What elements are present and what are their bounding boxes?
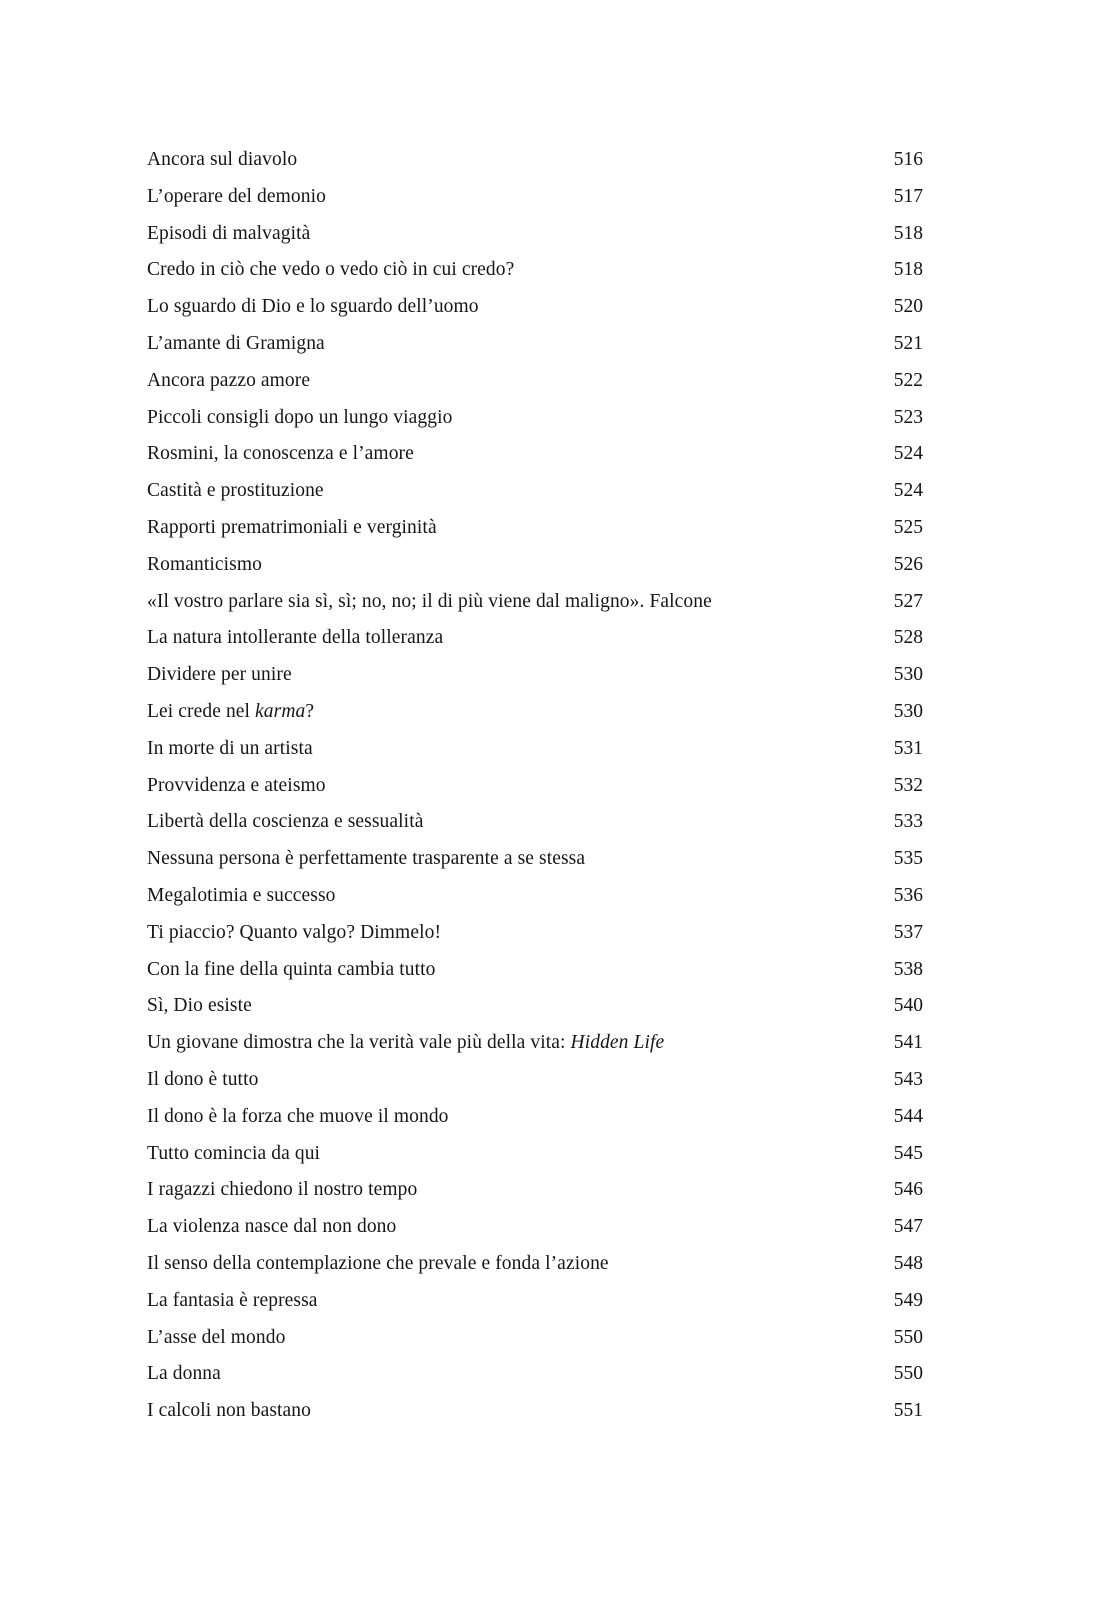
- toc-entry-page-number: 536: [893, 884, 923, 906]
- toc-entry-page-number: 525: [893, 516, 923, 538]
- toc-entry-title: Rapporti prematrimoniali e verginità: [147, 516, 437, 538]
- toc-entry-title: Piccoli consigli dopo un lungo viaggio: [147, 406, 453, 428]
- toc-entry[interactable]: [147, 1246, 923, 1283]
- toc-entry[interactable]: [147, 804, 923, 841]
- toc-entry[interactable]: [147, 657, 923, 694]
- toc-entry-page-number: 533: [893, 811, 923, 833]
- toc-entry-page-number: 541: [893, 1032, 923, 1054]
- toc-entry-title: Sì, Dio esiste: [147, 995, 252, 1017]
- toc-entry[interactable]: [147, 436, 923, 473]
- toc-entry[interactable]: [147, 547, 923, 584]
- toc-entry-page-number: 537: [893, 921, 923, 943]
- toc-entry[interactable]: [147, 1136, 923, 1173]
- toc-entry[interactable]: [147, 1025, 923, 1062]
- toc-entry-page-number: 550: [893, 1363, 923, 1385]
- toc-entry-page-number: 521: [893, 332, 923, 354]
- toc-entry-page-number: 531: [893, 737, 923, 759]
- toc-entry-title: La natura intollerante della tolleranza: [147, 627, 444, 649]
- toc-entry-title: Credo in ciò che vedo o vedo ciò in cui credo?: [147, 259, 515, 281]
- toc-entry-page-number: 517: [893, 185, 923, 207]
- toc-entry-title: Un giovane dimostra che la verità vale più della vita: Hidden Life: [147, 1032, 665, 1054]
- toc-entry[interactable]: [147, 1320, 923, 1357]
- toc-entry[interactable]: [147, 584, 923, 621]
- toc-entry-title: Dividere per unire: [147, 664, 292, 686]
- toc-entry-title-italic: karma: [255, 700, 306, 722]
- toc-entry-title: I calcoli non bastano: [147, 1400, 312, 1422]
- toc-entry-title: Con la fine della quinta cambia tutto: [147, 958, 436, 980]
- toc-entry-title: Libertà della coscienza e sessualità: [147, 811, 424, 833]
- toc-entry-page-number: 528: [893, 627, 923, 649]
- toc-entry[interactable]: [147, 510, 923, 547]
- toc-entry-page-number: 547: [893, 1216, 923, 1238]
- toc-entry[interactable]: [147, 694, 923, 731]
- toc-entry[interactable]: [147, 1099, 923, 1136]
- table-of-contents-list: [147, 142, 923, 1430]
- toc-entry[interactable]: [147, 142, 923, 179]
- toc-entry-title: Rosmini, la conoscenza e l’amore: [147, 443, 414, 465]
- toc-entry-page-number: 543: [893, 1068, 923, 1090]
- toc-entry-page-number: 551: [893, 1400, 923, 1422]
- toc-entry-title: «Il vostro parlare sia sì, sì; no, no; il di più viene dal maligno». Falcone: [147, 590, 712, 612]
- toc-entry-page-number: 516: [893, 149, 923, 170]
- toc-entry[interactable]: [147, 1209, 923, 1246]
- toc-entry[interactable]: [147, 179, 923, 216]
- toc-entry-title: Ancora sul diavolo: [147, 149, 298, 170]
- toc-entry-title: L’asse del mondo: [147, 1326, 286, 1348]
- toc-entry-page-number: 520: [893, 296, 923, 318]
- toc-entry-title: Episodi di malvagità: [147, 222, 311, 244]
- toc-entry[interactable]: [147, 252, 923, 289]
- toc-entry-title: La donna: [147, 1363, 221, 1385]
- toc-entry-title: Il senso della contemplazione che prevale e fonda l’azione: [147, 1252, 609, 1274]
- toc-entry[interactable]: [147, 1356, 923, 1393]
- toc-entry[interactable]: [147, 731, 923, 768]
- toc-entry-page-number: 524: [893, 443, 923, 465]
- toc-entry-page-number: 530: [893, 700, 923, 722]
- toc-entry-title: Lo sguardo di Dio e lo sguardo dell’uomo: [147, 296, 479, 318]
- toc-entry-page-number: 549: [893, 1289, 923, 1311]
- toc-entry-page-number: 527: [893, 590, 923, 612]
- toc-entry-page-number: 540: [893, 995, 923, 1017]
- toc-entry-page-number: 526: [893, 553, 923, 575]
- toc-entry-title: Lei crede nel karma?: [147, 700, 315, 722]
- toc-entry-page-number: 532: [893, 774, 923, 796]
- toc-entry-page-number: 546: [893, 1179, 923, 1201]
- toc-entry-page-number: 522: [893, 369, 923, 391]
- toc-entry-page-number: 523: [893, 406, 923, 428]
- toc-entry-title: Castità e prostituzione: [147, 480, 324, 502]
- toc-entry-title: In morte di un artista: [147, 737, 313, 759]
- toc-entry[interactable]: [147, 1283, 923, 1320]
- toc-entry-page-number: 530: [893, 664, 923, 686]
- toc-entry-page-number: 550: [893, 1326, 923, 1348]
- toc-entry[interactable]: [147, 952, 923, 989]
- toc-entry[interactable]: [147, 473, 923, 510]
- toc-entry[interactable]: [147, 400, 923, 437]
- toc-entry-page-number: 518: [893, 222, 923, 244]
- toc-entry[interactable]: [147, 1393, 923, 1430]
- toc-entry-title: Il dono è tutto: [147, 1068, 259, 1090]
- toc-entry-title: Ancora pazzo amore: [147, 369, 311, 391]
- toc-entry-title-italic: Hidden Life: [570, 1032, 665, 1054]
- toc-entry-title: I ragazzi chiedono il nostro tempo: [147, 1179, 418, 1201]
- toc-entry[interactable]: [147, 289, 923, 326]
- toc-entry[interactable]: [147, 363, 923, 400]
- toc-entry[interactable]: [147, 841, 923, 878]
- toc-entry[interactable]: [147, 988, 923, 1025]
- toc-entry[interactable]: [147, 1062, 923, 1099]
- toc-entry-title: Ti piaccio? Quanto valgo? Dimmelo!: [147, 921, 442, 943]
- toc-entry-title: Tutto comincia da qui: [147, 1142, 321, 1164]
- toc-entry[interactable]: [147, 768, 923, 805]
- toc-entry-page-number: 518: [893, 259, 923, 281]
- toc-entry-title: La violenza nasce dal non dono: [147, 1216, 397, 1238]
- toc-entry-title: Provvidenza e ateismo: [147, 774, 326, 796]
- toc-entry-title: Romanticismo: [147, 553, 262, 575]
- toc-entry-page-number: 524: [893, 480, 923, 502]
- toc-entry-title: Il dono è la forza che muove il mondo: [147, 1105, 449, 1127]
- toc-entry-page-number: 544: [893, 1105, 923, 1127]
- toc-entry[interactable]: [147, 878, 923, 915]
- toc-entry-title: Megalotimia e successo: [147, 884, 336, 906]
- toc-entry-title: L’operare del demonio: [147, 185, 326, 207]
- toc-entry[interactable]: [147, 620, 923, 657]
- toc-entry-title: L’amante di Gramigna: [147, 332, 325, 354]
- toc-entry-page-number: 548: [893, 1252, 923, 1274]
- toc-entry-title: La fantasia è repressa: [147, 1289, 318, 1311]
- toc-entry[interactable]: [147, 1172, 923, 1209]
- toc-entry[interactable]: [147, 326, 923, 363]
- toc-entry[interactable]: [147, 915, 923, 952]
- toc-entry-page-number: 545: [893, 1142, 923, 1164]
- toc-entry-page-number: 538: [893, 958, 923, 980]
- toc-entry[interactable]: [147, 216, 923, 253]
- toc-entry-page-number: 535: [893, 848, 923, 870]
- toc-entry-title: Nessuna persona è perfettamente trasparente a se stessa: [147, 848, 586, 870]
